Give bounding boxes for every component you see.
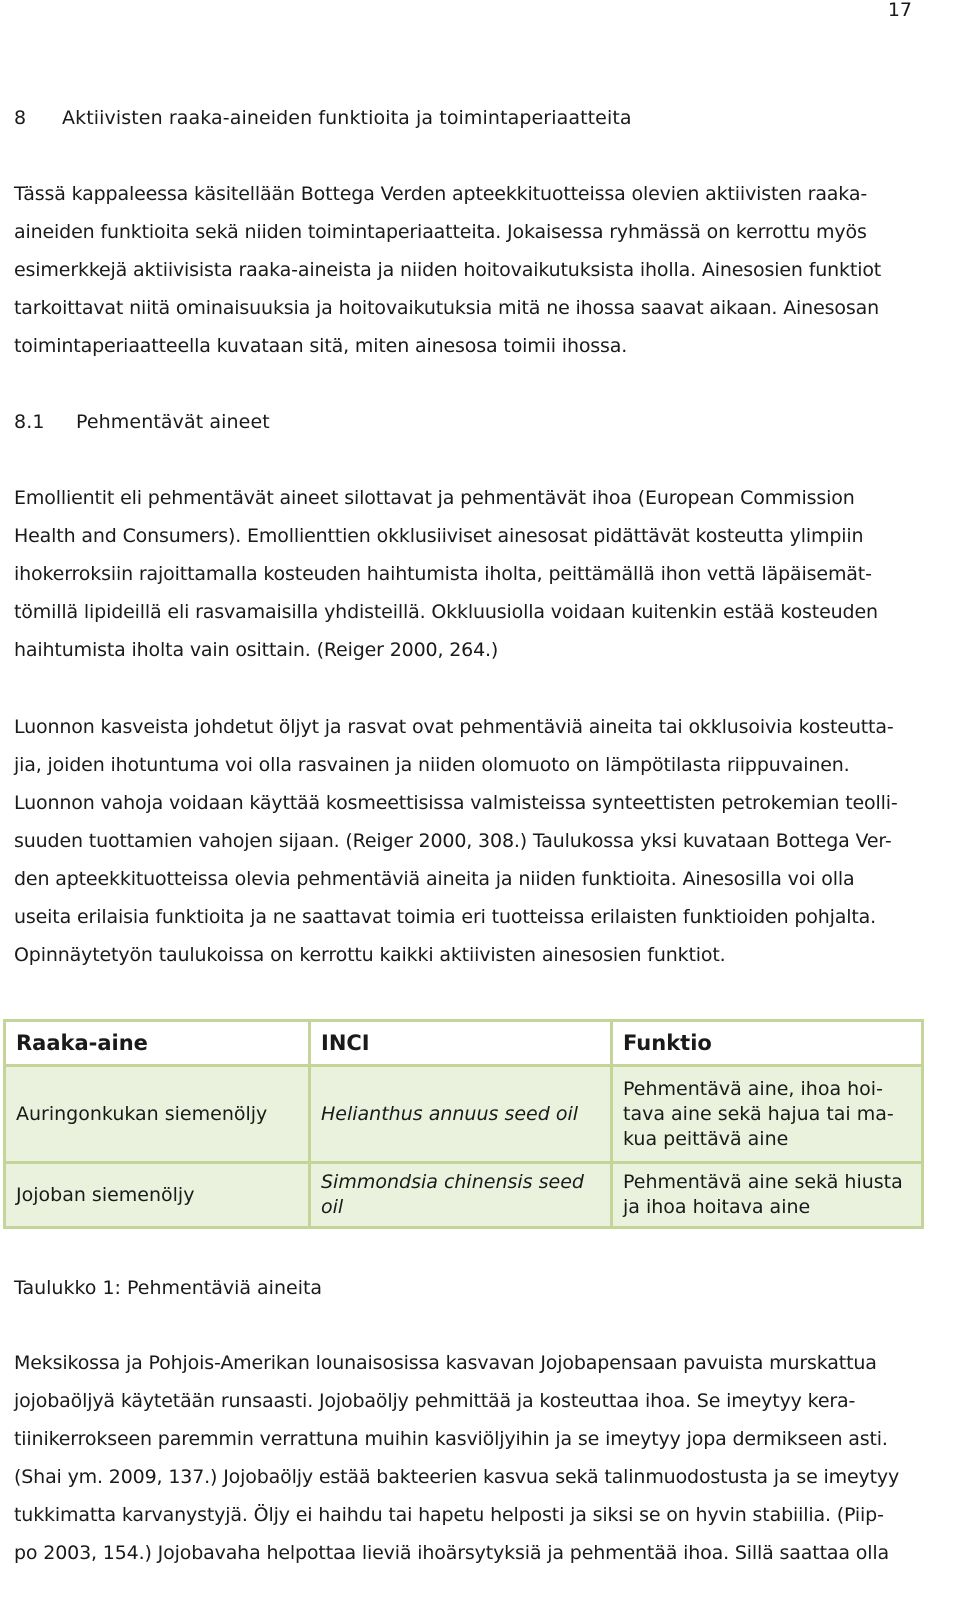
cell-text: oil bbox=[321, 1196, 344, 1218]
paragraph-line: ihokerroksiin rajoittamalla kosteuden haihtumista iholta, peittämällä ihon vettä läpäisemät- bbox=[14, 563, 872, 585]
cell-raaka-aine: Auringonkukan siemenöljy bbox=[5, 1066, 310, 1163]
paragraph-line: po 2003, 154.) Jojobavaha helpottaa lieviä ihoärsytyksiä ja pehmentää ihoa. Sillä saattaa olla bbox=[14, 1542, 889, 1564]
intro-line: tarkoittavat niitä ominaisuuksia ja hoitovaikutuksia mitä ne ihossa saavat aikaan. Ainesosan bbox=[14, 297, 879, 319]
cell-text: Simmondsia chinensis seed bbox=[321, 1171, 584, 1193]
paragraph-line: tömillä lipideillä eli rasvamaisilla yhdisteillä. Okkluusiolla voidaan kuitenkin estää kosteuden bbox=[14, 601, 878, 623]
table-row bbox=[5, 1066, 923, 1163]
paragraph-line: Health and Consumers). Emollienttien okklusiiviset ainesosat pidättävät kosteutta ylimpiin bbox=[14, 525, 864, 547]
section-number: 8 bbox=[14, 107, 27, 129]
paragraph-line: Luonnon kasveista johdetut öljyt ja rasvat ovat pehmentäviä aineita tai okklusoivia kosteutta- bbox=[14, 716, 894, 738]
cell-text: Helianthus annuus seed oil bbox=[321, 1102, 579, 1125]
paragraph-line: haihtumista iholta vain osittain. (Reiger 2000, 264.) bbox=[14, 639, 499, 661]
header-inci: INCI bbox=[310, 1021, 612, 1066]
section-heading bbox=[14, 106, 632, 130]
paragraph-line: Emollientit eli pehmentävät aineet silottavat ja pehmentävät ihoa (European Commission bbox=[14, 487, 855, 509]
cell-raaka-aine: Jojoban siemenöljy bbox=[5, 1163, 310, 1228]
paragraph-line: tukkimatta karvanystyjä. Öljy ei haihdu tai hapetu helposti ja siksi se on hyvin stabiilia. (Piip- bbox=[14, 1504, 884, 1526]
intro-line: Tässä kappaleessa käsitellään Bottega Verden apteekkituotteissa olevien aktiivisten raaka- bbox=[14, 183, 868, 205]
paragraph-line: tiinikerrokseen paremmin verrattuna muihin kasviöljyihin ja se imeytyy jopa dermikseen asti. bbox=[14, 1428, 888, 1450]
subsection-title: Pehmentävät aineet bbox=[76, 411, 270, 433]
cell-text: Pehmentävä aine sekä hiusta bbox=[623, 1171, 903, 1193]
paragraph-line: (Shai ym. 2009, 137.) Jojobaöljy estää bakteerien kasvua sekä talinmuodostusta ja se imeytyy bbox=[14, 1466, 900, 1488]
paragraph-line: useita erilaisia funktioita ja ne saattavat toimia eri tuotteissa erilaisten funktioiden pohjalta. bbox=[14, 906, 877, 928]
page-number: 17 bbox=[887, 0, 912, 21]
paragraph-line: jojobaöljyä käytetään runsaasti. Jojobaöljy pehmittää ja kosteuttaa ihoa. Se imeytyy kera- bbox=[14, 1390, 856, 1412]
cell-text: tava aine sekä hajua tai ma- bbox=[623, 1102, 894, 1125]
paragraph-line: Luonnon vahoja voidaan käyttää kosmeettisissa valmisteissa synteettisten petrokemian teolli- bbox=[14, 792, 898, 814]
paragraph-line: den apteekkituotteissa olevia pehmentäviä aineita ja niiden funktioita. Ainesosilla voi olla bbox=[14, 868, 855, 890]
subsection-heading bbox=[14, 410, 270, 434]
paragraph-line: Meksikossa ja Pohjois-Amerikan lounaisosissa kasvavan Jojobapensaan pavuista murskattua bbox=[14, 1352, 877, 1374]
intro-line: esimerkkejä aktiivisista raaka-aineista ja niiden hoitovaikutuksista iholla. Ainesosien funktiot bbox=[14, 259, 882, 281]
table-header-row bbox=[5, 1021, 923, 1066]
section-title: Aktiivisten raaka-aineiden funktioita ja toimintaperiaatteita bbox=[62, 107, 632, 129]
header-raaka-aine: Raaka-aine bbox=[5, 1021, 310, 1066]
paragraph-line: Opinnäytetyön taulukoissa on kerrottu kaikki aktiivisten ainesosien funktiot. bbox=[14, 944, 726, 966]
cell-funktio bbox=[612, 1163, 923, 1228]
cell-inci bbox=[310, 1163, 612, 1228]
emollients-table bbox=[3, 1019, 924, 1229]
subsection-number: 8.1 bbox=[14, 411, 45, 433]
header-funktio: Funktio bbox=[612, 1021, 923, 1066]
intro-line: aineiden funktioita sekä niiden toimintaperiaatteita. Jokaisessa ryhmässä on kerrottu myös bbox=[14, 221, 867, 243]
paragraph-line: suuden tuottamien vahojen sijaan. (Reiger 2000, 308.) Taulukossa yksi kuvataan Bottega Ver- bbox=[14, 830, 892, 852]
paragraph-line: jia, joiden ihotuntuma voi olla rasvainen ja niiden olomuoto on lämpötilasta riippuvainen. bbox=[14, 754, 850, 776]
cell-text: kua peittävä aine bbox=[623, 1127, 789, 1150]
cell-text: Pehmentävä aine, ihoa hoi- bbox=[623, 1077, 883, 1100]
cell-inci bbox=[310, 1066, 612, 1163]
table-row bbox=[5, 1163, 923, 1228]
intro-line: toimintaperiaatteella kuvataan sitä, miten ainesosa toimii ihossa. bbox=[14, 335, 628, 357]
cell-text: ja ihoa hoitava aine bbox=[623, 1196, 811, 1218]
cell-funktio bbox=[612, 1066, 923, 1163]
table-caption: Taulukko 1: Pehmentäviä aineita bbox=[14, 1277, 323, 1299]
